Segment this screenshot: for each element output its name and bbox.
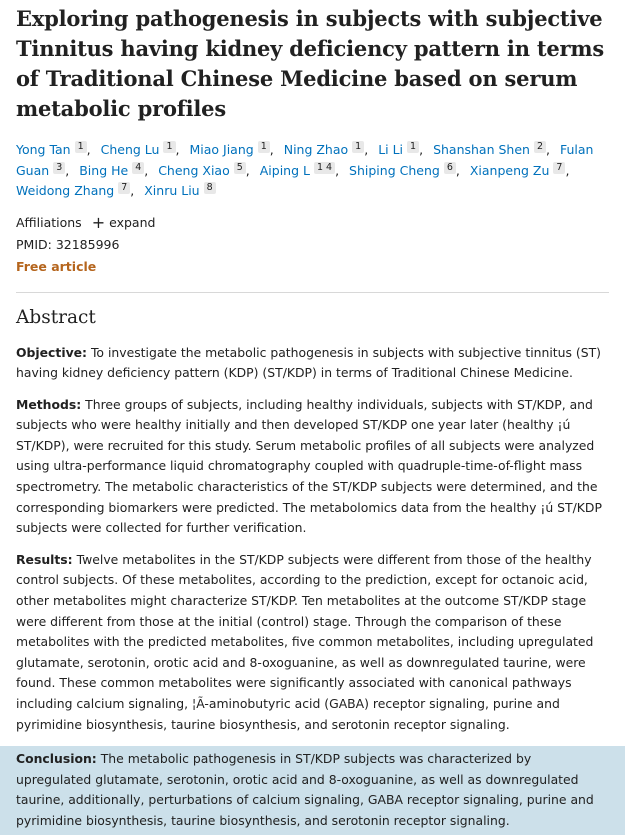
methods-text: Three groups of subjects, including healthy individuals, subjects with ST/KDP, and subjects who were healthy initially and then developed ST/KDP one year later (healthy ¡ú ST/KDP), were recruited for this study. Serum metabolic profiles of all subjects were analyzed using ultra-performance liquid chromatography coupled with quadruple-time-of-flight mass spectrometry. The metabolic characteristics of the ST/KDP subjects were determined, and the corresponding biomarkers were predicted. The metabolomics data from the healthy ¡ú ST/KDP subjects were collected for further verification. [16,396,602,536]
author-link[interactable]: Miao Jiang [189,142,254,157]
author-link[interactable]: Cheng Xiao [158,162,230,178]
author-separator: , [269,142,274,157]
author-link[interactable]: Xinru Liu [144,183,200,198]
article-title: Exploring pathogenesis in subjects with subjective Tinnitus having kidney deficiency pattern in terms of Traditional Chinese Medicine based on serum metabolic profiles [16,6,605,121]
results-label: Results: [16,551,73,567]
conclusion-label: Conclusion: [16,751,97,767]
author-separator: , [455,162,460,178]
methods-paragraph [16,395,609,539]
affiliations-label: Affiliations [16,214,82,230]
author-list [16,140,609,202]
affiliation-number[interactable]: 7 [118,182,130,194]
affiliation-number[interactable]: 6 [444,162,456,174]
objective-text: To investigate the metabolic pathogenesis in subjects with subjective tinnitus (ST) having kidney deficiency pattern (KDP) (ST/KDP) in terms of Traditional Chinese Medicine. [16,344,602,381]
article-page [0,4,625,835]
conclusion-text: The metabolic pathogenesis in ST/KDP subjects was characterized by upregulated glutamate, serotonin, orotic acid and 8-oxoguanine, as well as downregulated taurine, additionally, perturbations of calcium signaling, GABA receptor signaling, purine and pyrimidine biosynthesis, taurine biosynthesis, and serotonin receptor signaling. [16,751,594,828]
objective-paragraph [16,343,609,384]
author-link[interactable]: Weidong Zhang [16,183,115,198]
author-separator: , [65,162,70,178]
author-link[interactable]: Xianpeng Zu [469,162,550,178]
author-separator: , [245,162,250,178]
results-text: Twelve metabolites in the ST/KDP subjects were different from those of the healthy control subjects. Of these metabolites, according to the prediction, except for octanoic acid, other metabolites might characterize ST/KDP. Ten metabolites at the outcome ST/KDP stage were different from those at the initial (control) stage. Through the comparison of these metabolites with the predicted metabolites, five common metabolites, including upregulated glutamate, serotonin, orotic acid and 8-oxoguanine, as well as downregulated taurine, were found. These common metabolites were significantly associated with canonical pathways including calcium signaling, ¦Ã-aminobutyric acid (GABA) receptor signaling, purine and pyrimidine biosynthesis, taurine biosynthesis, and serotonin receptor signaling. [16,551,594,732]
author-link[interactable]: Cheng Lu [100,142,160,157]
objective-label: Objective: [16,344,88,360]
affiliations-row [16,212,609,234]
author-separator: , [175,142,180,157]
author-separator: , [144,162,149,178]
author-separator: , [364,142,369,157]
affiliation-number[interactable]: 1 [163,141,175,153]
affiliation-number[interactable]: 2 [534,141,546,153]
methods-label: Methods: [16,396,82,412]
author-separator: , [546,142,550,157]
section-divider [16,292,609,293]
author-separator: , [86,142,91,157]
author-link[interactable]: Shanshan Shen [433,142,530,157]
affiliation-number[interactable]: 7 [553,162,565,174]
affiliation-number[interactable]: 1 [258,141,270,153]
author-link[interactable]: Ning Zhao [283,142,349,157]
abstract-heading: Abstract [16,306,96,328]
author-separator: , [419,142,424,157]
affiliation-number[interactable]: 5 [234,162,246,174]
author-link[interactable]: Fulan Guan [16,142,594,178]
affiliation-number[interactable]: 3 [53,162,65,174]
author-link[interactable]: Aiping L [259,162,310,178]
expand-label: expand [109,214,156,230]
conclusion-paragraph [0,746,625,834]
author-separator: , [565,162,570,178]
pmid: PMID: 32185996 [16,236,120,252]
affiliation-number[interactable]: 4 [132,162,144,174]
free-article-badge: Free article [16,258,97,274]
author-link[interactable]: Yong Tan [16,142,71,157]
affiliation-number[interactable]: 1 4 [314,162,335,174]
expand-affiliations-button[interactable] [92,212,156,234]
author-separator: , [130,183,135,198]
results-paragraph [16,550,609,735]
author-link[interactable]: Bing He [79,162,129,178]
affiliation-number[interactable]: 8 [204,182,216,194]
author-link[interactable]: Shiping Cheng [349,162,440,178]
plus-icon: + [91,212,106,232]
affiliation-number[interactable]: 1 [75,141,87,153]
affiliation-number[interactable]: 1 [352,141,364,153]
author-link[interactable]: Li Li [378,142,404,157]
affiliation-number[interactable]: 1 [407,141,419,153]
author-separator: , [335,162,340,178]
